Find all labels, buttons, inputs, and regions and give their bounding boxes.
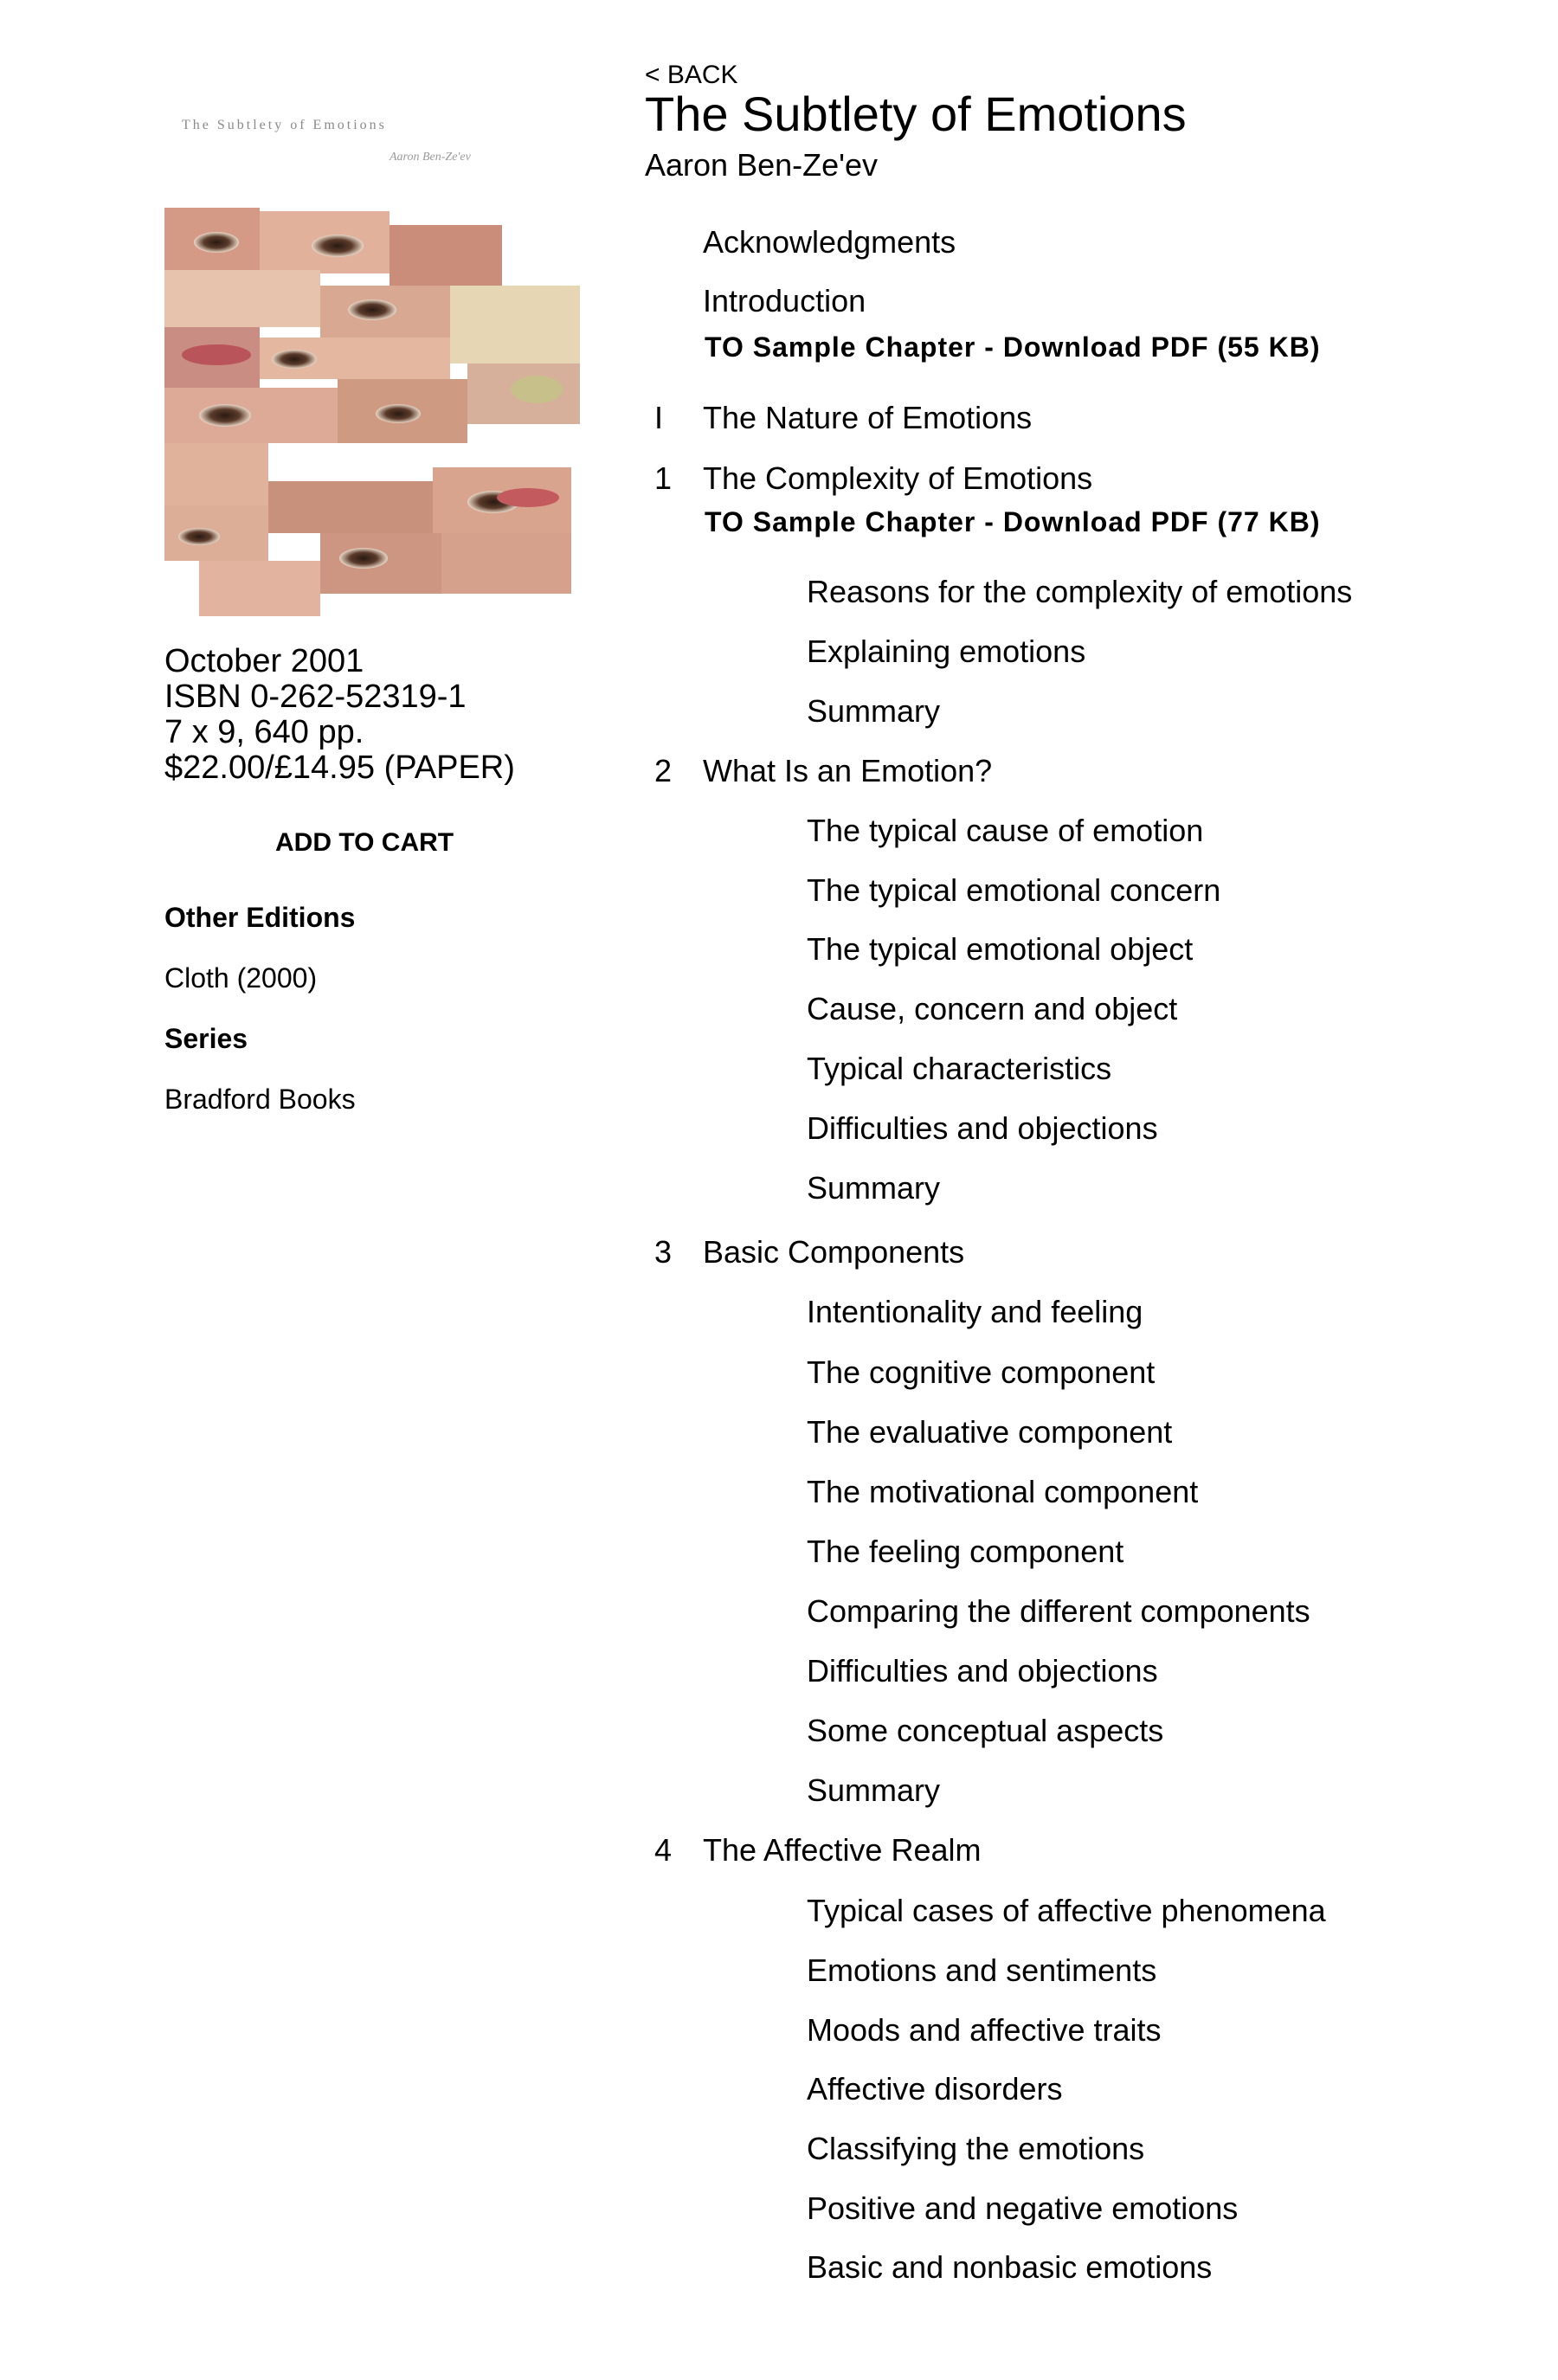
- cover-author: Aaron Ben-Ze'ev: [390, 151, 471, 164]
- publication-date: October 2001: [164, 643, 364, 679]
- toc-section: Classifying the emotions: [807, 2131, 1145, 2166]
- toc-section: Emotions and sentiments: [807, 1952, 1157, 1988]
- toc-chapter-title: What Is an Emotion?: [703, 753, 993, 788]
- toc-section: Difficulties and objections: [807, 1110, 1158, 1146]
- price: $22.00/£14.95 (PAPER): [164, 749, 515, 786]
- back-link[interactable]: < BACK: [645, 61, 738, 89]
- toc-section: Intentionality and feeling: [807, 1294, 1143, 1329]
- toc-section: Positive and negative emotions: [807, 2190, 1239, 2226]
- sample-chapter-1-link[interactable]: TO Sample Chapter - Download PDF (77 KB): [705, 506, 1321, 537]
- toc-chapter-number: 2: [654, 753, 673, 788]
- page-format: 7 x 9, 640 pp.: [164, 714, 364, 750]
- toc-section: Summary: [807, 1772, 941, 1808]
- toc-chapter-number: 4: [654, 1832, 673, 1868]
- series-heading: Series: [164, 1023, 248, 1054]
- toc-section: Summary: [807, 693, 941, 729]
- toc-section: Cause, concern and object: [807, 991, 1178, 1026]
- toc-section: The evaluative component: [807, 1414, 1173, 1450]
- toc-acknowledgments: Acknowledgments: [703, 224, 956, 260]
- toc-section: Summary: [807, 1170, 941, 1206]
- toc-section: Typical cases of affective phenomena: [807, 1893, 1326, 1928]
- book-author: Aaron Ben-Ze'ev: [645, 147, 879, 183]
- toc-section: Explaining emotions: [807, 634, 1086, 669]
- toc-section: The typical emotional concern: [807, 872, 1221, 908]
- toc-section: Comparing the different components: [807, 1593, 1310, 1629]
- toc-section: Moods and affective traits: [807, 2012, 1162, 2048]
- page-title: The Subtlety of Emotions: [645, 87, 1187, 141]
- toc-section: Reasons for the complexity of emotions: [807, 574, 1353, 609]
- edition-link-cloth[interactable]: Cloth (2000): [164, 962, 318, 994]
- toc-chapter-number: 1: [654, 460, 673, 496]
- toc-section: Typical characteristics: [807, 1051, 1112, 1086]
- toc-section: The cognitive component: [807, 1354, 1156, 1390]
- sample-chapter-intro-link[interactable]: TO Sample Chapter - Download PDF (55 KB): [705, 331, 1321, 363]
- toc-section: The motivational component: [807, 1474, 1199, 1509]
- toc-part-title: The Nature of Emotions: [703, 400, 1033, 435]
- toc-section: The typical cause of emotion: [807, 813, 1204, 848]
- book-cover-image: [164, 87, 580, 616]
- add-to-cart-button[interactable]: ADD TO CART: [275, 828, 454, 857]
- cover-title: The Subtlety of Emotions: [182, 118, 387, 132]
- toc-section: Some conceptual aspects: [807, 1713, 1164, 1748]
- toc-section: Affective disorders: [807, 2071, 1063, 2107]
- toc-chapter-title: The Affective Realm: [703, 1832, 982, 1868]
- publication-info: [164, 644, 515, 786]
- toc-chapter-title: Basic Components: [703, 1234, 965, 1270]
- other-editions-heading: Other Editions: [164, 902, 356, 933]
- toc-section: The typical emotional object: [807, 931, 1194, 967]
- toc-chapter-number: 3: [654, 1234, 673, 1270]
- face-collage-image: [164, 208, 580, 616]
- toc-section: Difficulties and objections: [807, 1653, 1158, 1689]
- toc-part-number: I: [654, 400, 664, 435]
- toc-section: Basic and nonbasic emotions: [807, 2249, 1213, 2285]
- isbn: ISBN 0-262-52319-1: [164, 679, 467, 715]
- toc-chapter-title: The Complexity of Emotions: [703, 460, 1093, 496]
- toc-introduction: Introduction: [703, 283, 866, 318]
- series-link-bradford[interactable]: Bradford Books: [164, 1084, 356, 1115]
- toc-section: The feeling component: [807, 1534, 1124, 1569]
